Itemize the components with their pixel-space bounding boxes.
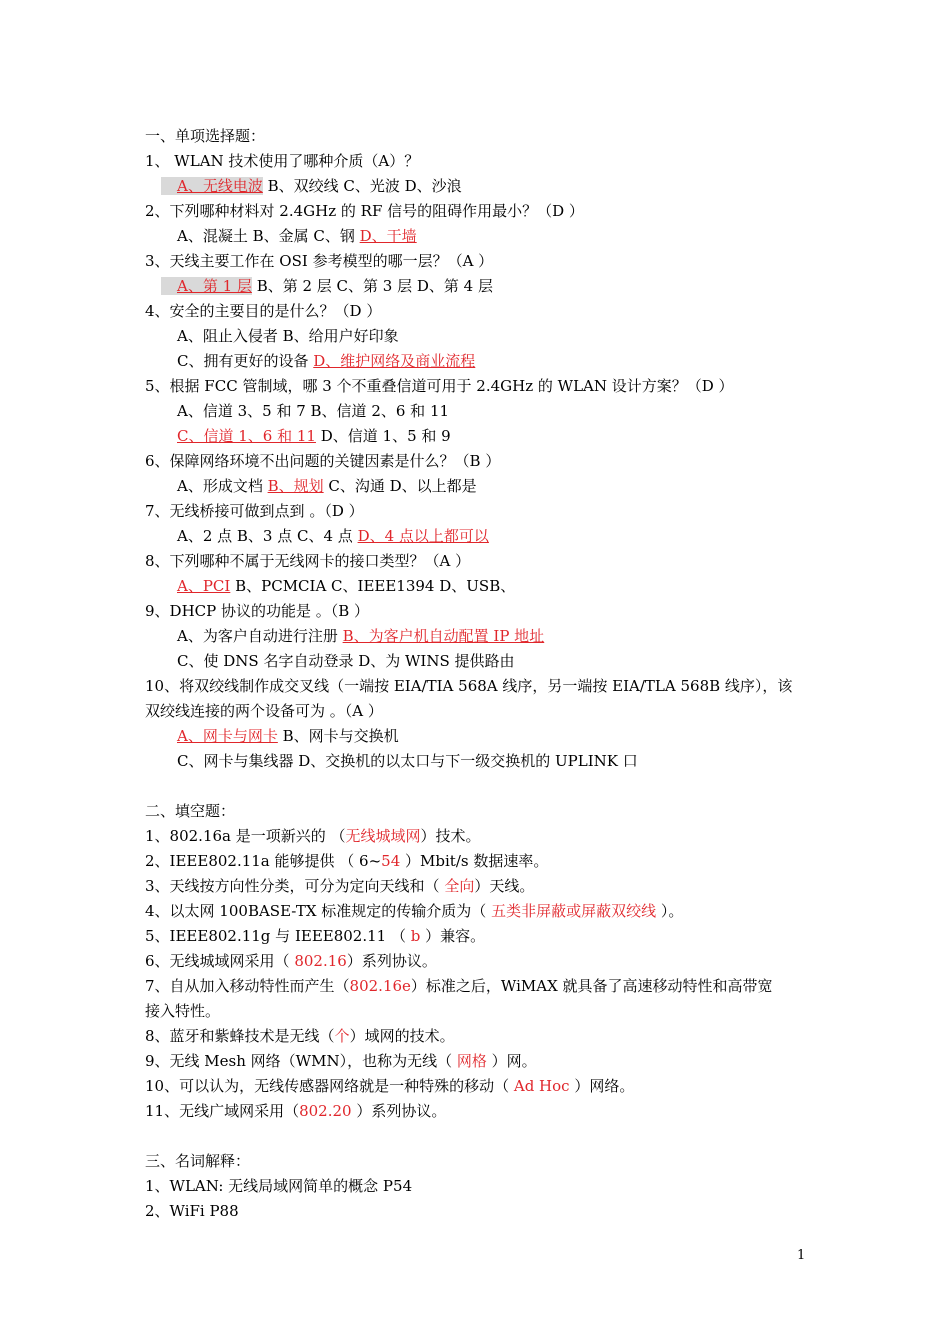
options-text: A、2 点 B、3 点 C、4 点	[177, 527, 358, 545]
fill-text: 10、可以认为，无线传感器网络就是一种特殊的移动（	[145, 1077, 514, 1095]
fill-text: ）域网的技术。	[349, 1027, 455, 1045]
section-heading-single-choice: 一、单项选择题：	[145, 127, 266, 145]
question-4: 4、安全的主要目的是什么？（D ）	[145, 302, 382, 320]
fill-answer: 网格	[456, 1052, 487, 1070]
answer-highlight: A、网卡与网卡	[177, 727, 278, 745]
fill-answer: 五类非屏蔽或屏蔽双绞线	[491, 902, 657, 920]
answer-highlight: C、信道 1、6 和 11	[177, 427, 316, 445]
fill-item-7-cont: 接入特性。	[145, 1002, 221, 1020]
question-10-options-1	[177, 724, 399, 748]
answer-highlight: D、4 点以上都可以	[357, 527, 489, 545]
section-heading-terms: 三、名词解释：	[145, 1152, 251, 1170]
question-9-options-1	[177, 624, 544, 648]
fill-answer: 个	[334, 1027, 350, 1045]
question-1-options	[161, 174, 462, 198]
question-5-options-2	[177, 424, 451, 448]
page-number: 1	[797, 1248, 806, 1263]
options-text: C、沟通 D、以上都是	[323, 477, 477, 495]
fill-answer: 802.16e	[349, 977, 411, 995]
fill-text: ）网。	[486, 1052, 537, 1070]
section-heading-fill-blank: 二、填空题：	[145, 802, 236, 820]
question-10-line-2: 双绞线连接的两个设备可为 。（A ）	[145, 702, 383, 720]
options-text: D、信道 1、5 和 9	[315, 427, 451, 445]
fill-text: 1、802.16a 是一项新兴的 （	[145, 827, 346, 845]
fill-item-9	[145, 1049, 537, 1073]
fill-text: ）天线。	[474, 877, 535, 895]
fill-answer: 全向	[444, 877, 475, 895]
answer-highlight: A、PCI	[177, 577, 231, 595]
fill-answer: 无线城域网	[345, 827, 421, 845]
fill-text: 6、无线城域网采用（	[145, 952, 295, 970]
fill-text: 11、无线广域网采用（	[145, 1102, 300, 1120]
fill-text: 8、蓝牙和紫蜂技术是无线（	[145, 1027, 335, 1045]
question-10-options-2: C、网卡与集线器 D、交换机的以太口与下一级交换机的 UPLINK 口	[177, 752, 638, 770]
term-1: 1、WLAN: 无线局域网简单的概念 P54	[145, 1177, 413, 1195]
question-8-options	[177, 574, 515, 598]
question-5: 5、根据 FCC 管制域，哪 3 个不重叠信道可用于 2.4GHz 的 WLAN 设计方案？（D ）	[145, 377, 734, 395]
question-3: 3、天线主要工作在 OSI 参考模型的哪一层？（A ）	[145, 252, 494, 270]
fill-text: 9、无线 Mesh 网络（WMN），也称为无线（	[145, 1052, 457, 1070]
question-5-options-1: A、信道 3、5 和 7 B、信道 2、6 和 11	[177, 402, 450, 420]
fill-text: ）兼容。	[420, 927, 486, 945]
fill-item-2	[145, 849, 548, 873]
question-6-options	[177, 474, 477, 498]
fill-text: 4、以太网 100BASE-TX 标准规定的传输介质为（	[145, 902, 492, 920]
question-9: 9、DHCP 协议的功能是 。（B ）	[145, 602, 370, 620]
options-text: B、第 2 层 C、第 3 层 D、第 4 层	[251, 277, 493, 295]
fill-text: ）系列协议。	[351, 1102, 447, 1120]
fill-text: ）。	[656, 902, 684, 920]
question-1: 1、 WLAN 技术使用了哪种介质（A）？	[145, 152, 420, 170]
question-4-options-2	[177, 349, 475, 373]
fill-item-8	[145, 1024, 455, 1048]
question-7: 7、无线桥接可做到点到 。（D ）	[145, 502, 364, 520]
fill-text: ）Mbit/s 数据速率。	[400, 852, 549, 870]
fill-answer: 802.16	[294, 952, 347, 970]
fill-answer: b	[410, 927, 421, 945]
options-text: A、混凝土 B、金属 C、钢	[177, 227, 360, 245]
fill-item-11	[145, 1099, 446, 1123]
options-text: B、网卡与交换机	[277, 727, 399, 745]
answer-highlight: A、无线电波	[161, 177, 263, 195]
options-text: A、为客户自动进行注册	[177, 627, 343, 645]
fill-text: 5、IEEE802.11g 与 IEEE802.11 （	[145, 927, 411, 945]
answer-highlight: D、干墙	[359, 227, 417, 245]
fill-text: 2、IEEE802.11a 能够提供 （ 6~	[145, 852, 382, 870]
question-7-options	[177, 524, 489, 548]
options-text: C、拥有更好的设备	[177, 352, 314, 370]
fill-text: ）标准之后，WiMAX 就具备了高速移动特性和高带宽	[410, 977, 773, 995]
fill-text: ）网络。	[569, 1077, 635, 1095]
fill-text: ）技术。	[420, 827, 481, 845]
answer-highlight: A、第 1 层	[161, 277, 252, 295]
question-8: 8、下列哪种不属于无线网卡的接口类型？（A ）	[145, 552, 471, 570]
fill-item-3	[145, 874, 534, 898]
question-4-options-1: A、阻止入侵者 B、给用户好印象	[177, 327, 399, 345]
fill-answer: Ad Hoc	[513, 1077, 570, 1095]
fill-item-6	[145, 949, 437, 973]
question-6: 6、保障网络环境不出问题的关键因素是什么？（B ）	[145, 452, 501, 470]
fill-item-5	[145, 924, 485, 948]
answer-highlight: D、维护网络及商业流程	[313, 352, 476, 370]
fill-text: 7、自从加入移动特性而产生（	[145, 977, 350, 995]
fill-text: ）系列协议。	[346, 952, 437, 970]
term-2: 2、WiFi P88	[145, 1202, 239, 1220]
question-2: 2、下列哪种材料对 2.4GHz 的 RF 信号的阻碍作用最小？（D ）	[145, 202, 584, 220]
fill-item-1	[145, 824, 481, 848]
options-text: B、PCMCIA C、IEEE1394 D、USB、	[230, 577, 516, 595]
answer-highlight: B、为客户机自动配置 IP 地址	[342, 627, 545, 645]
fill-item-7	[145, 974, 773, 998]
fill-item-10	[145, 1074, 634, 1098]
fill-answer: 802.20	[299, 1102, 352, 1120]
options-text: B、双绞线 C、光波 D、沙浪	[262, 177, 462, 195]
question-9-options-2: C、使 DNS 名字自动登录 D、为 WINS 提供路由	[177, 652, 515, 670]
question-3-options	[161, 274, 493, 298]
fill-item-4	[145, 899, 683, 923]
fill-answer: 54	[381, 852, 401, 870]
fill-text: 3、天线按方向性分类，可分为定向天线和（	[145, 877, 445, 895]
question-2-options	[177, 224, 417, 248]
options-text: A、形成文档	[177, 477, 268, 495]
question-10-line-1: 10、将双绞线制作成交叉线（一端按 EIA/TIA 568A 线序，另一端按 EIA/TLA 568B 线序），该	[145, 677, 793, 695]
answer-highlight: B、规划	[267, 477, 324, 495]
